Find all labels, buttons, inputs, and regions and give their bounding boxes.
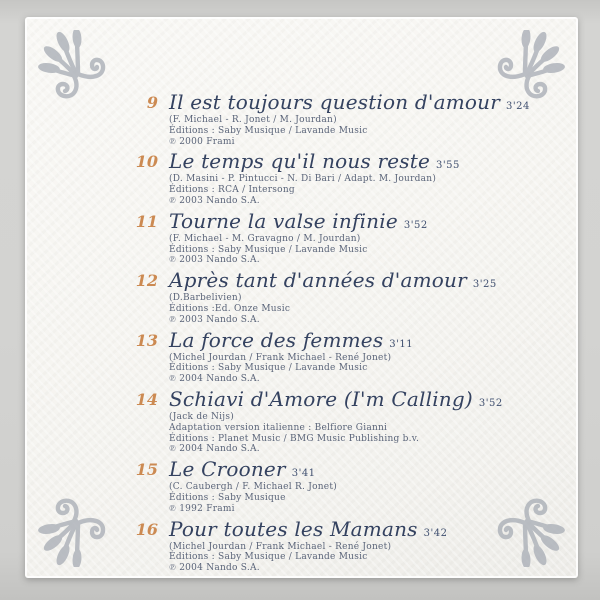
credit-line: Éditions :Ed. Onze Music	[169, 303, 291, 314]
track-row	[124, 458, 576, 514]
credit-line: Éditions : RCA / Intersong	[169, 185, 295, 196]
tracklist	[124, 91, 576, 577]
track-duration: 3'41	[291, 468, 316, 480]
track-credits	[169, 353, 576, 385]
track-title: Après tant d'années d'amour	[169, 268, 467, 293]
credit-line: ℗ 2004 Nando S.A.	[169, 374, 260, 385]
credit-line: ℗ 2003 Nando S.A.	[169, 314, 260, 325]
credit-line: ℗ 2004 Nando S.A.	[169, 444, 260, 455]
track-number: 11	[135, 211, 158, 231]
track-number: 16	[135, 519, 158, 539]
track-title: Tourne la valse infinie	[169, 208, 398, 233]
credit-line: Éditions : Saby Musique / Lavande Music	[169, 363, 368, 374]
track-number: 10	[135, 152, 158, 172]
booklet-page	[25, 17, 578, 578]
track-title: Schiavi d'Amore (I'm Calling)	[169, 386, 473, 411]
track-title: Le Crooner	[169, 457, 286, 482]
credit-line: (D. Masini - P. Pintucci - N. Di Bari / Adapt. M. Jourdan)	[169, 174, 437, 185]
track-row	[124, 210, 576, 266]
track-duration: 3'52	[403, 219, 428, 231]
track-number: 15	[135, 460, 158, 480]
track-duration: 3'25	[472, 279, 497, 291]
credit-line: Éditions : Planet Music / BMG Music Publishing b.v.	[169, 433, 420, 444]
track-row	[124, 388, 576, 455]
track-credits	[169, 412, 576, 455]
credit-line: (Michel Jourdan / Frank Michael - René Jonet)	[169, 352, 392, 363]
track-number: 14	[135, 389, 158, 409]
track-duration: 3'52	[478, 397, 503, 409]
credit-line: ℗ 2003 Nando S.A.	[169, 255, 260, 266]
fleuron-ornament-icon	[36, 30, 108, 102]
credit-line: (Jack de Nijs)	[169, 411, 234, 422]
track-row	[124, 518, 576, 574]
track-duration: 3'11	[389, 338, 414, 350]
track-row	[124, 269, 576, 325]
track-duration: 3'55	[436, 160, 460, 172]
credit-line: Adaptation version italienne : Belfiore Gianni	[169, 422, 388, 433]
credit-line: (F. Michael - M. Gravagno / M. Jourdan)	[169, 233, 361, 244]
credit-line: Éditions : Saby Musique / Lavande Music	[169, 125, 368, 136]
fleuron-ornament-icon	[36, 495, 108, 567]
track-title: La force des femmes	[169, 327, 384, 352]
track-row	[124, 150, 576, 206]
track-credits	[169, 482, 576, 514]
credit-line: ℗ 1992 Frami	[169, 503, 235, 514]
track-credits	[169, 234, 576, 266]
track-number: 13	[135, 330, 158, 350]
track-row	[124, 329, 576, 385]
track-duration: 3'42	[423, 527, 448, 539]
credit-line: (D.Barbelivien)	[169, 293, 242, 304]
track-number: 12	[135, 271, 158, 291]
track-credits	[169, 174, 576, 206]
credit-line: ℗ 2000 Frami	[169, 136, 235, 147]
credit-line: (F. Michael - R. Jonet / M. Jourdan)	[169, 115, 337, 125]
credit-line: (Michel Jourdan / Frank Michael - René Jonet)	[169, 541, 392, 552]
credit-line: ℗ 2004 Nando S.A.	[169, 563, 260, 574]
credit-line: Éditions : Saby Musique / Lavande Music	[169, 552, 368, 563]
credit-line: ℗ 2003 Nando S.A.	[169, 195, 260, 206]
track-row	[124, 91, 576, 147]
track-title: Il est toujours question d'amour	[169, 90, 500, 114]
credit-line: Éditions : Saby Musique	[169, 492, 286, 503]
track-credits	[169, 542, 576, 574]
credit-line: (C. Caubergh / F. Michael R. Jonet)	[169, 482, 337, 493]
track-credits	[169, 293, 576, 325]
track-duration: 3'24	[505, 101, 530, 112]
track-title: Pour toutes les Mamans	[169, 516, 418, 541]
track-title: Le temps qu'il nous reste	[169, 149, 431, 174]
track-credits	[169, 115, 576, 147]
track-number: 9	[146, 93, 158, 112]
credit-line: Éditions : Saby Musique / Lavande Music	[169, 244, 368, 255]
